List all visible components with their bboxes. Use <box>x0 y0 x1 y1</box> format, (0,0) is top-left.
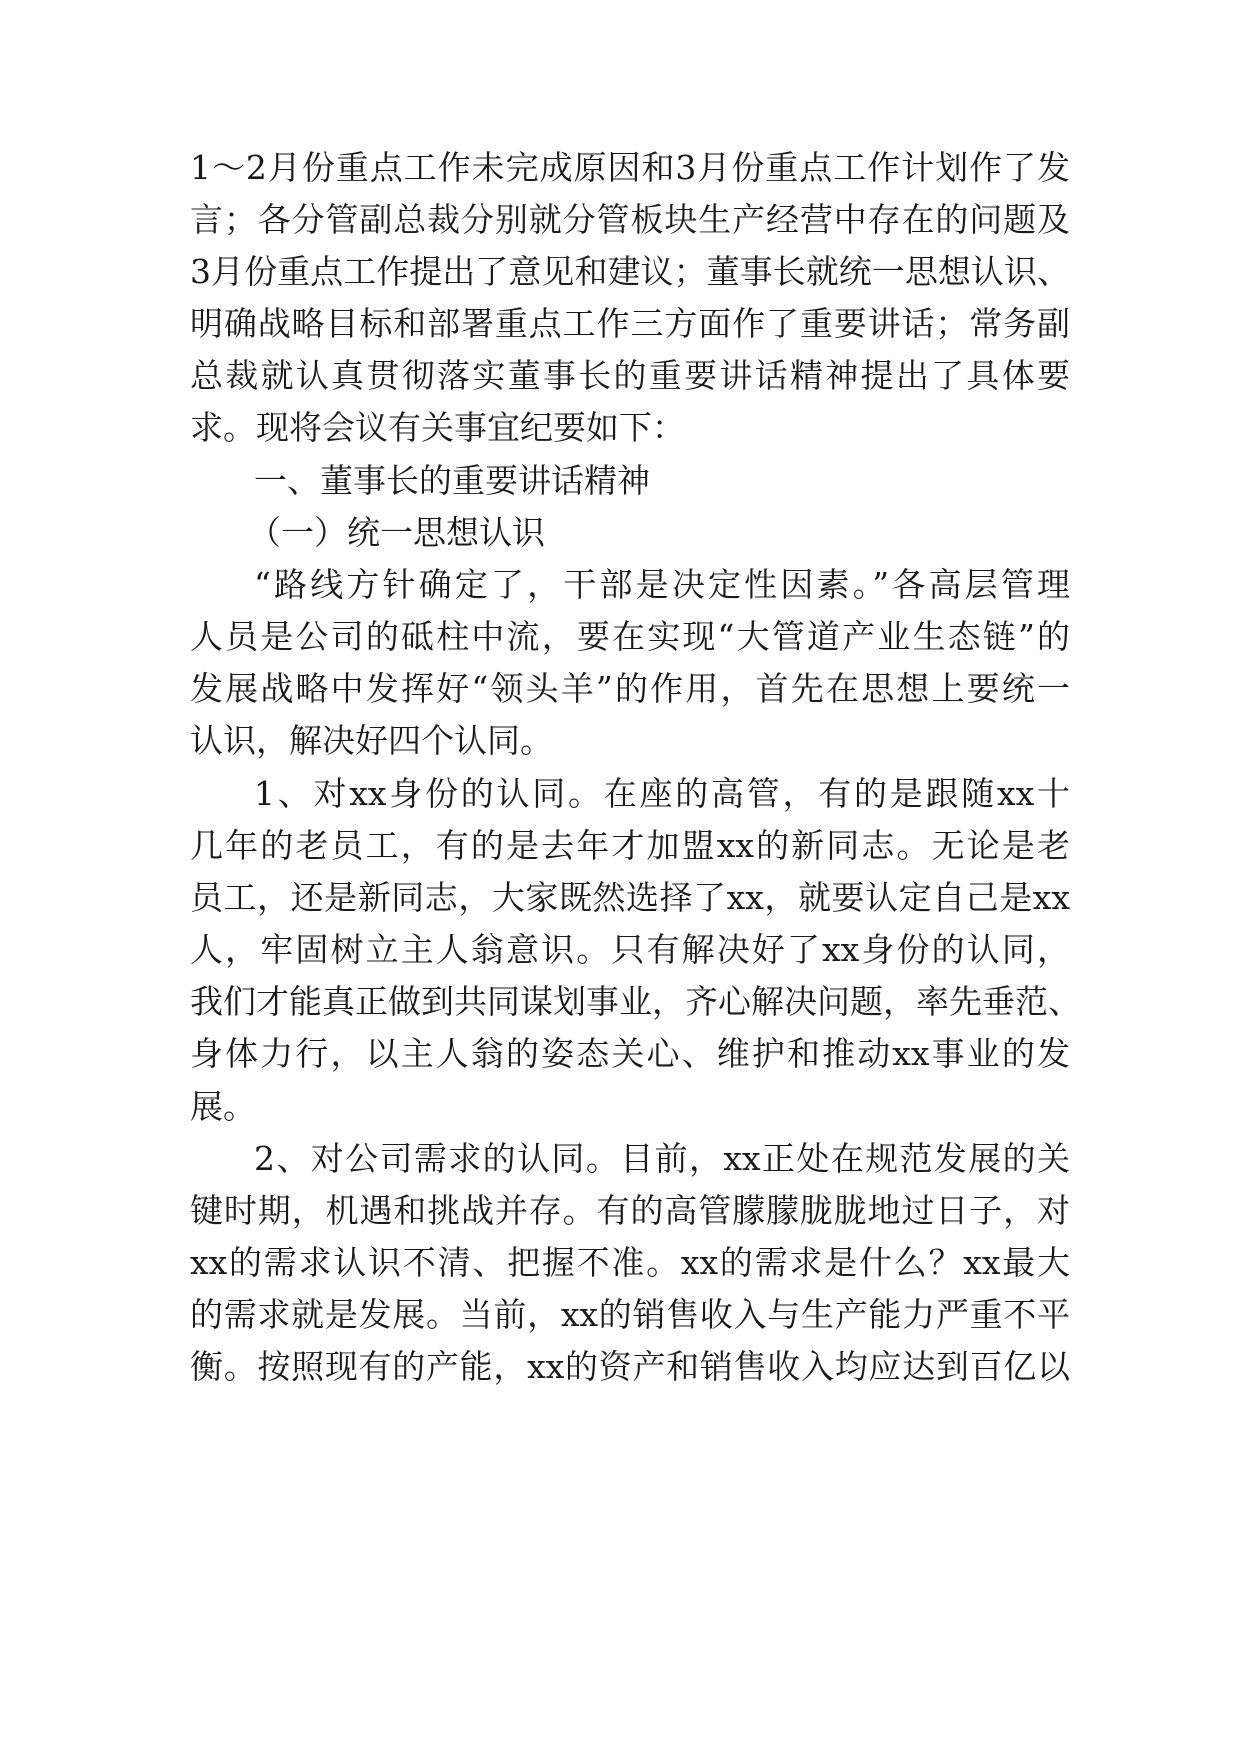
text-line: 言；各分管副总裁分别就分管板块生产经营中存在的问题及 <box>190 200 1070 239</box>
text-line: 2、对公司需求的认同。目前，xx正处在规范发展的关 <box>254 1139 1070 1178</box>
text-line: 认识，解决好四个认同。 <box>190 721 553 760</box>
text-line: 人员是公司的砥柱中流，要在实现“大管道产业生态链”的 <box>190 617 1070 656</box>
text-line: 1、对xx身份的认同。在座的高管，有的是跟随xx十 <box>254 774 1070 813</box>
text-line: 身体力行，以主人翁的姿态关心、维护和推动xx事业的发 <box>190 1034 1070 1073</box>
text-line: 键时期，机遇和挑战并存。有的高管朦朦胧胧地过日子，对 <box>190 1191 1070 1230</box>
text-line: 发展战略中发挥好“领头羊”的作用，首先在思想上要统一 <box>190 669 1070 708</box>
text-line: 总裁就认真贯彻落实董事长的重要讲话精神提出了具体要 <box>190 356 1070 395</box>
text-line: 1～2月份重点工作未完成原因和3月份重点工作计划作了发 <box>190 148 1070 187</box>
text-line: “路线方针确定了，干部是决定性因素。”各高层管理 <box>254 565 1070 604</box>
section-heading: 一、董事长的重要讲话精神 <box>254 461 650 500</box>
text-line: 的需求就是发展。当前，xx的销售收入与生产能力严重不平 <box>190 1295 1070 1334</box>
text-line: 人，牢固树立主人翁意识。只有解决好了xx身份的认同， <box>190 930 1070 969</box>
text-line: 3月份重点工作提出了意见和建议；董事长就统一思想认识、 <box>190 252 1070 291</box>
subsection-heading: （一）统一思想认识 <box>248 513 545 552</box>
text-line: 展。 <box>190 1087 256 1126</box>
text-line: 我们才能真正做到共同谋划事业，齐心解决问题，率先垂范、 <box>190 982 1081 1021</box>
text-line: 求。现将会议有关事宜纪要如下： <box>190 408 685 447</box>
text-line: xx的需求认识不清、把握不准。xx的需求是什么？xx最大 <box>190 1243 1070 1282</box>
text-line: 员工，还是新同志，大家既然选择了xx，就要认定自己是xx <box>190 878 1070 917</box>
text-line: 衡。按照现有的产能，xx的资产和销售收入均应达到百亿以 <box>190 1347 1070 1386</box>
text-line: 明确战略目标和部署重点工作三方面作了重要讲话；常务副 <box>190 304 1070 343</box>
text-line: 几年的老员工，有的是去年才加盟xx的新同志。无论是老 <box>190 826 1070 865</box>
